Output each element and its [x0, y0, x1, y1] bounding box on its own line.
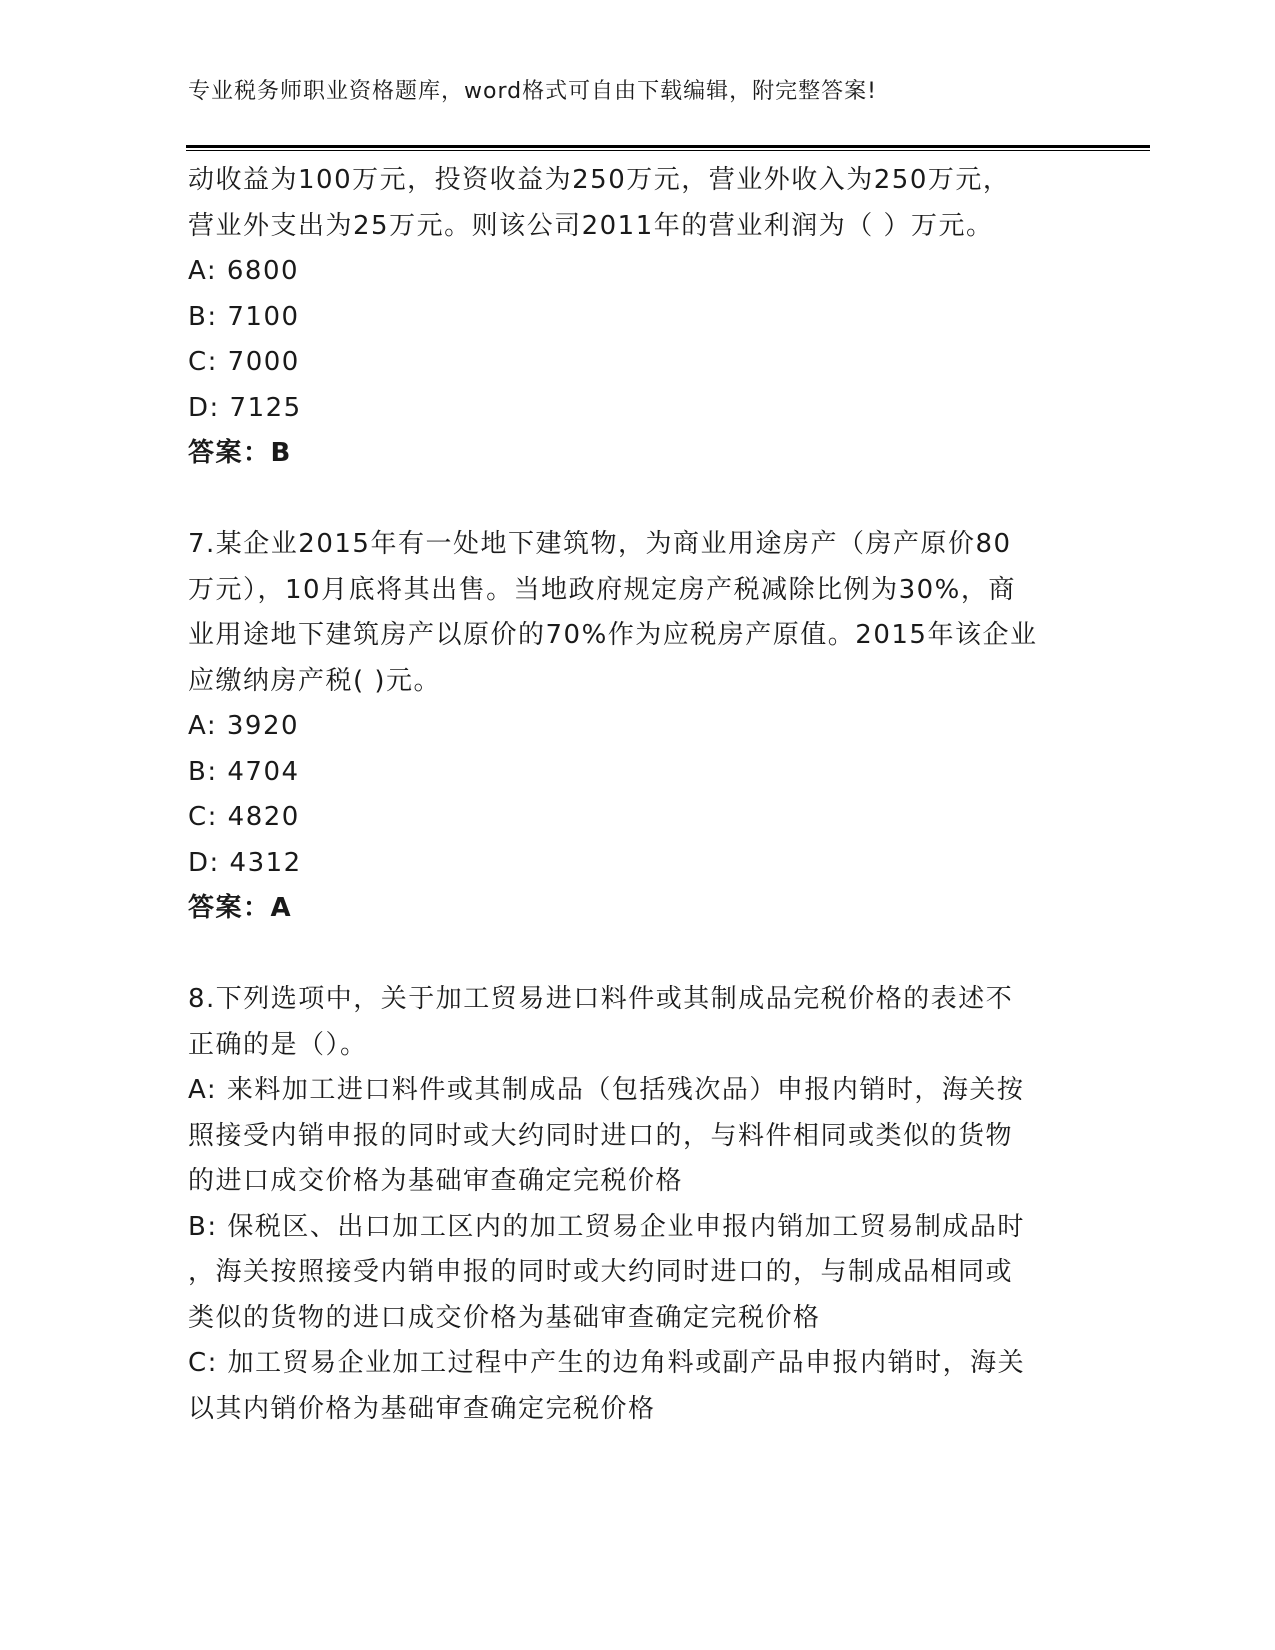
document-body [188, 158, 1088, 1432]
question-6 [188, 158, 1088, 477]
option-d: D: 7125 [188, 392, 302, 423]
question-stem-line: 8.下列选项中，关于加工贸易进口料件或其制成品完税价格的表述不 [188, 984, 1014, 1014]
option-a: A: 3920 [188, 711, 300, 741]
option-b-line: 类似的货物的进口成交价格为基础审查确定完税价格 [188, 1302, 821, 1333]
option-c-line: C: 加工贸易企业加工过程中产生的边角料或副产品申报内销时，海关 [188, 1348, 1026, 1378]
spacer [188, 932, 1088, 978]
option-b-line: B: 保税区、出口加工区内的加工贸易企业申报内销加工贸易制成品时 [188, 1211, 1025, 1242]
spacer [188, 477, 1088, 523]
option-b: B: 4704 [188, 756, 300, 787]
page-header: 专业税务师职业资格题库，word格式可自由下载编辑，附完整答案! [188, 79, 877, 104]
option-c-line: 以其内销价格为基础审查确定完税价格 [188, 1393, 656, 1424]
header-rule-thin [186, 150, 1150, 151]
question-stem-line: 应缴纳房产税( )元。 [188, 665, 442, 696]
question-stem-line: 营业外支出为25万元。则该公司2011年的营业利润为（ ）万元。 [188, 210, 994, 241]
answer: 答案：A [188, 893, 293, 923]
question-8 [188, 977, 1088, 1432]
option-c: C: 4820 [188, 802, 300, 832]
question-stem-line: 7.某企业2015年有一处地下建筑物，为商业用途房产（房产原价80 [188, 529, 1012, 559]
question-7 [188, 522, 1088, 932]
option-a-line: 照接受内销申报的同时或大约同时进口的，与料件相同或类似的货物 [188, 1120, 1014, 1151]
question-stem-line: 动收益为100万元，投资收益为250万元，营业外收入为250万元， [188, 165, 1011, 195]
question-stem-line: 正确的是（）。 [188, 1029, 368, 1060]
option-b-line: ，海关按照接受内销申报的同时或大约同时进口的，与制成品相同或 [188, 1257, 1014, 1287]
question-stem-line: 万元），10月底将其出售。当地政府规定房产税减除比例为30%，商 [188, 574, 1016, 605]
option-a-line: A: 来料加工进口料件或其制成品（包括残次品）申报内销时，海关按 [188, 1075, 1025, 1105]
option-a: A: 6800 [188, 256, 300, 286]
option-d: D: 4312 [188, 847, 302, 878]
option-b: B: 7100 [188, 301, 300, 332]
answer: 答案：B [188, 438, 292, 468]
header-rule-thick [186, 145, 1150, 148]
question-stem-line: 业用途地下建筑房产以原价的70%作为应税房产原值。2015年该企业 [188, 620, 1038, 650]
option-c: C: 7000 [188, 347, 300, 377]
option-a-line: 的进口成交价格为基础审查确定完税价格 [188, 1166, 684, 1196]
